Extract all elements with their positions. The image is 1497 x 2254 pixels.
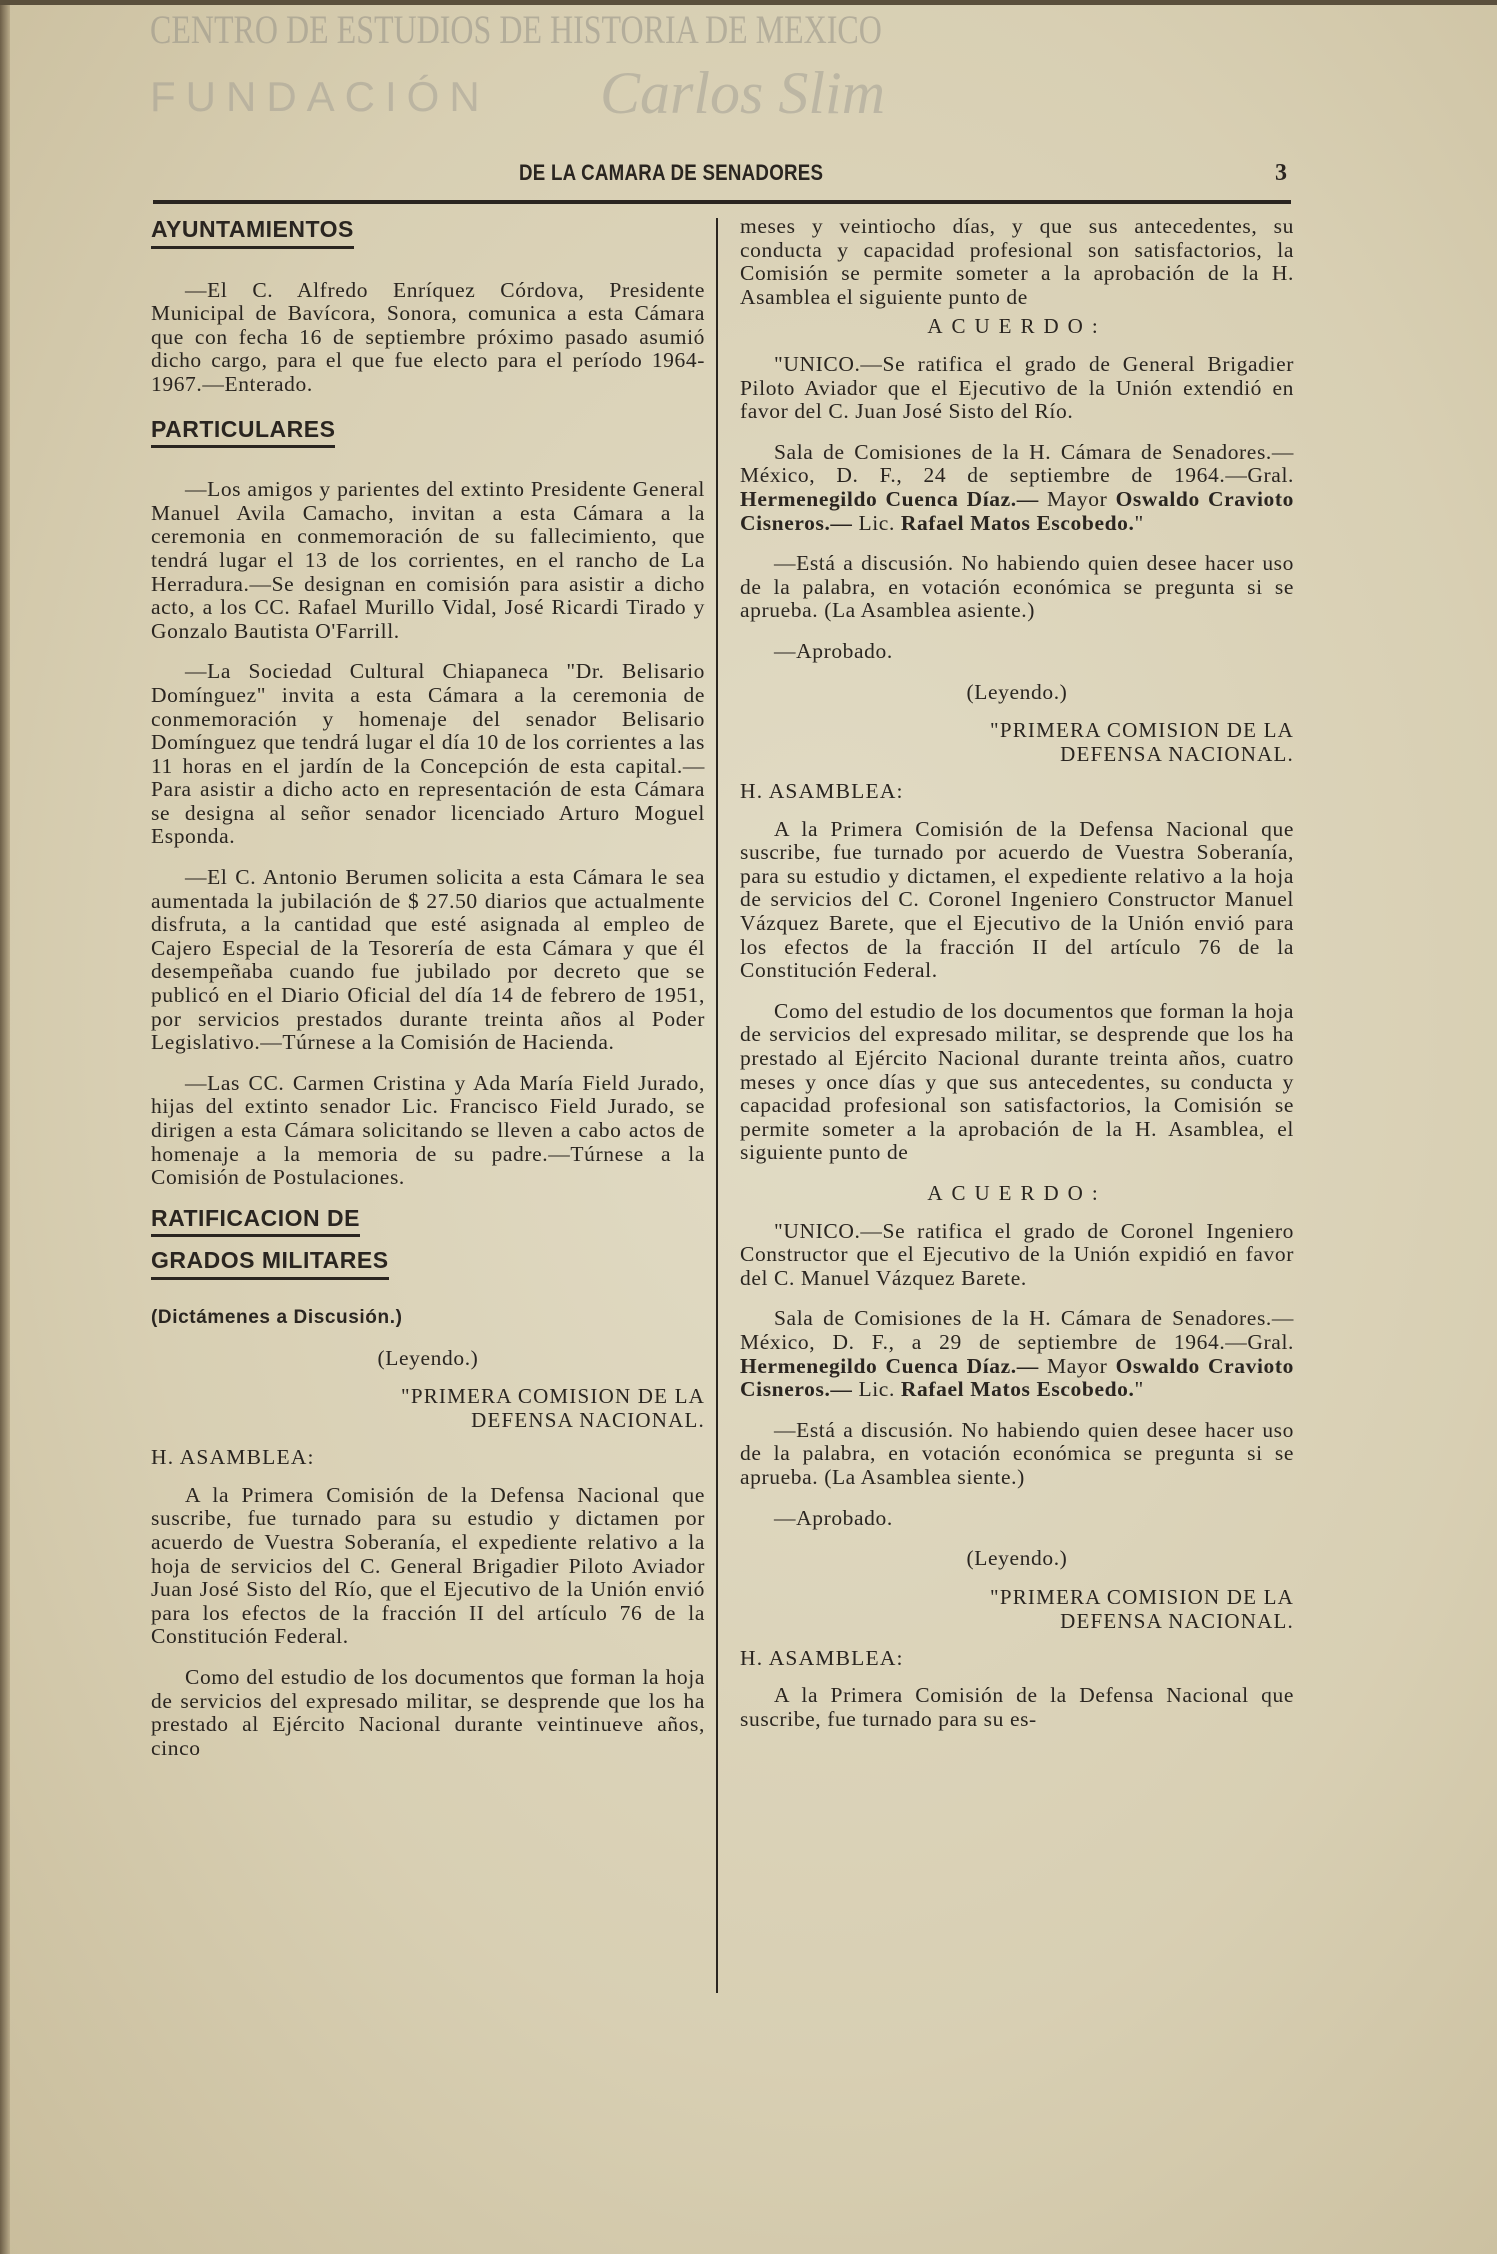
header-rule <box>153 200 1291 204</box>
signatory: Rafael Matos Escobedo. <box>900 1377 1135 1402</box>
paragraph: —Las CC. Carmen Cristina y Ada María Field Jurado, hijas del extinto senador Lic. Francisco Field Jurado, se dirigen a esta Cámara solicitando se lleven a cabo actos de homenaje a la memoria de su padre.—Túrnese a la Comisión de Postulaciones. <box>151 1070 705 1190</box>
right-column <box>740 215 1294 1749</box>
text: Mayor <box>1047 1353 1108 1378</box>
left-column <box>151 215 705 1777</box>
paragraph: —Está a discusión. No habiendo quien desee hacer uso de la palabra, en votación económica se pregunta si se aprueba. (La Asamblea asiente.) <box>740 551 1294 623</box>
page-number: 3 <box>1275 160 1287 186</box>
paragraph: —El C. Alfredo Enríquez Córdova, Presidente Municipal de Bavícora, Sonora, comunica a esta Cámara que con fecha 16 de septiembre próximo pasado asumió dicho cargo, para el que fue electo para el período 1964-1967.—Enterado. <box>151 277 705 396</box>
signatory: Rafael Matos Escobedo. <box>900 510 1135 535</box>
paragraph: —Los amigos y parientes del extinto Presidente General Manuel Avila Camacho, invitan a esta Cámara a la ceremonia en conmemoración de su fallecimiento, que tendrá lugar el 13 de los corrientes, en el rancho de La Herradura.—Se designan en comisión para asistir a dicho acto, a los CC. Rafael Murillo Vidal, José Ricardi Tirado y Gonzalo Bautista O'Farrill. <box>151 477 705 643</box>
watermark-institution: CENTRO DE ESTUDIOS DE HISTORIA DE MEXICO <box>150 7 882 52</box>
salutation: H. ASAMBLEA: <box>740 1645 904 1670</box>
page-edge-top <box>0 0 1497 5</box>
text: Lic. <box>858 510 895 535</box>
signatory: Hermenegildo Cuenca Díaz.— <box>740 1353 1039 1378</box>
acuerdo-heading: ACUERDO: <box>927 1181 1107 1205</box>
paragraph: Como del estudio de los documentos que forman la hoja de servicios del expresado militar, se desprende que los ha prestado al Ejército Nacional durante veintinueve años, cinco <box>151 1664 705 1760</box>
paragraph: A la Primera Comisión de la Defensa Nacional que suscribe, fue turnado para su estudio y dictamen por acuerdo de Vuestra Soberanía, el expediente relativo a la hoja de servicios del C. General Brigadier Piloto Aviador Juan José Sisto del Río, que el Ejecutivo de la Unión envió para los efectos de la fracción II del artículo 76 de la Constitución Federal. <box>151 1482 705 1649</box>
salutation: H. ASAMBLEA: <box>740 779 904 804</box>
paragraph: —El C. Antonio Berumen solicita a esta Cámara le sea aumentada la jubilación de $ 27.50 diarios que actualmente disfruta, a la cantidad que esté asignada al empleo de Cajero Especial de la Tesorería de esta Cámara y que él desempeñaba cuando fue jubilado por decreto que se publicó en el Diario Oficial del día 14 de febrero de 1951, por servicios prestados durante treinta años al Poder Legislativo.—Túrnese a la Comisión de Hacienda. <box>151 865 705 1055</box>
text: Sala de Comisiones de la H. Cámara de Senadores.—México, D. F., 24 de septiembre de 1964.—Gral. <box>740 439 1294 488</box>
watermark-fundacion: FUNDACIÓN <box>150 73 490 120</box>
heading-line: RATIFICACION DE <box>151 1207 360 1238</box>
text: Sala de Comisiones de la H. Cámara de Senadores.—México, D. F., a 29 de septiembre de 1964.—Gral. <box>740 1306 1294 1354</box>
line: DEFENSA NACIONAL. <box>471 1408 705 1433</box>
stage-direction: (Leyendo.) <box>377 1345 479 1370</box>
commission-title <box>151 1384 705 1432</box>
acuerdo-heading: ACUERDO: <box>927 314 1107 339</box>
line: "PRIMERA COMISION DE LA <box>990 1584 1294 1609</box>
paragraph: "UNICO.—Se ratifica el grado de Coronel Ingeniero Constructor que el Ejecutivo de la Unión expidió en favor del C. Manuel Vázquez Barete. <box>740 1218 1294 1290</box>
signatory: Hermenegildo Cuenca Díaz.— <box>740 486 1039 511</box>
salutation: H. ASAMBLEA: <box>151 1445 315 1470</box>
paragraph: —Aprobado. <box>774 638 893 663</box>
text: Mayor <box>1047 486 1108 511</box>
line: DEFENSA NACIONAL. <box>1060 742 1294 767</box>
line: "PRIMERA COMISION DE LA <box>401 1384 705 1409</box>
signatory: Oswaldo Cravioto Cisneros.— <box>740 1353 1294 1402</box>
stage-direction: (Leyendo.) <box>966 1546 1068 1571</box>
subheading: (Dictámenes a Discusión.) <box>151 1306 403 1328</box>
text: Lic. <box>858 1377 895 1402</box>
running-title: DE LA CAMARA DE SENADORES <box>519 160 824 185</box>
section-heading-ratificacion <box>151 1204 705 1292</box>
line: DEFENSA NACIONAL. <box>1060 1608 1294 1633</box>
stage-direction: (Leyendo.) <box>966 679 1068 704</box>
paragraph: —Está a discusión. No habiendo quien desee hacer uso de la palabra, en votación económica se pregunta si se aprueba. (La Asamblea siente.) <box>740 1417 1294 1489</box>
page-edge <box>0 0 10 2254</box>
paragraph: A la Primera Comisión de la Defensa Nacional que suscribe, fue turnado para su es- <box>740 1683 1294 1731</box>
column-divider <box>716 218 718 1993</box>
line: "PRIMERA COMISION DE LA <box>990 718 1294 743</box>
paragraph: A la Primera Comisión de la Defensa Nacional que suscribe, fue turnado por acuerdo de Vuestra Soberanía, para su estudio y dictamen, el expediente relativo a la hoja de servicios del C. Coronel Ingeniero Constructor Manuel Vázquez Barete, que el Ejecutivo de la Unión envió para los efectos de la fracción II del artículo 76 de la Constitución Federal. <box>740 816 1294 983</box>
heading-line: GRADOS MILITARES <box>151 1249 389 1280</box>
section-heading-ayuntamientos: AYUNTAMIENTOS <box>151 218 354 249</box>
paragraph: —Aprobado. <box>774 1505 893 1530</box>
paragraph: meses y veintiocho días, y que sus antecedentes, su conducta y capacidad profesional son satisfactorios, la Comisión se permite someter a la aprobación de la H. Asamblea el siguiente punto de <box>740 214 1294 309</box>
paragraph: "UNICO.—Se ratifica el grado de General Brigadier Piloto Aviador que el Ejecutivo de la Unión extendió en favor del C. Juan José Sisto del Río. <box>740 351 1294 424</box>
paragraph: —La Sociedad Cultural Chiapaneca "Dr. Belisario Domínguez" invita a esta Cámara a la ceremonia de conmemoración y homenaje del senador Belisario Domínguez que tendrá lugar el día 10 de los corrientes a las 11 horas en el jardín de la Concepción de esta capital.—Para asistir a dicho acto en representación de esta Cámara se designa al señor senador licenciado Arturo Moguel Esponda. <box>151 659 705 849</box>
paragraph: Como del estudio de los documentos que forman la hoja de servicios del expresado militar, se desprende que los ha prestado al Ejército Nacional durante treinta años, cuatro meses y once días y que sus antecedentes, su conducta y capacidad profesional son satisfactorios, la Comisión se permite someter a la aprobación de la H. Asamblea, el siguiente punto de <box>740 998 1294 1165</box>
section-heading-particulares: PARTICULARES <box>151 418 335 449</box>
signature-paragraph: Sala de Comisiones de la H. Cámara de Senadores.—México, D. F., a 29 de septiembre de 1964.—Gral. Hermenegildo Cuenca Díaz.— Mayor Oswaldo Cravioto Cisneros.— Lic. Rafael Matos Escobedo." <box>740 1306 1294 1402</box>
commission-title <box>740 718 1294 766</box>
signatory: Oswaldo Cravioto Cisneros.— <box>740 486 1294 535</box>
commission-title <box>740 1585 1294 1633</box>
watermark-signature: Carlos Slim <box>600 60 886 126</box>
signature-paragraph: Sala de Comisiones de la H. Cámara de Senadores.—México, D. F., 24 de septiembre de 1964.—Gral. Hermenegildo Cuenca Díaz.— Mayor Oswaldo Cravioto Cisneros.— Lic. Rafael Matos Escobedo." <box>740 439 1294 535</box>
